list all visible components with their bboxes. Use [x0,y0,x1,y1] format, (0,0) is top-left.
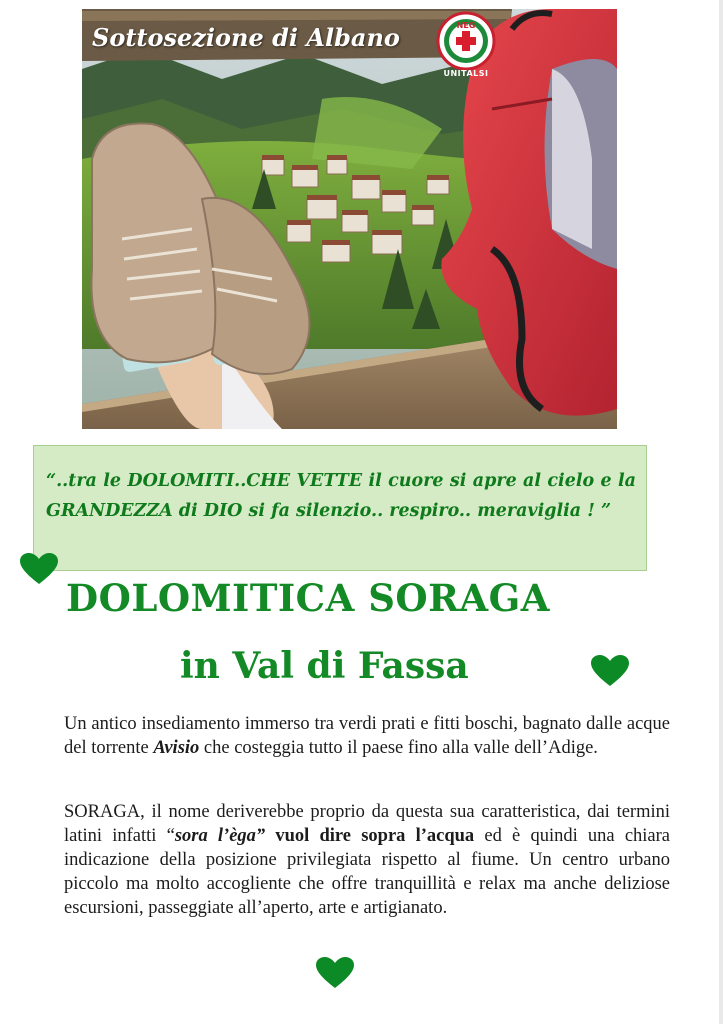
paragraph-name-origin-text: SORAGA, il nome deriverebbe proprio da questa sua caratteristica, dai termini latini infatti “ [64,802,670,846]
sub-heading: in Val di Fassa [180,645,469,687]
meaning-text: vuol dire sopra l’acqua [275,826,475,846]
latin-term: sora l’èga” [174,826,266,846]
logo-initials: NEG [456,21,476,30]
unitalsi-logo-icon [436,11,496,81]
spacer-text [265,826,275,846]
dolomites-photo-illustration [82,9,617,429]
river-name: Avisio [153,738,200,758]
quote-text: “..tra le DOLOMITI..CHE VETTE il cuore si apre al cielo e la GRANDEZZA di DIO si fa silenzio.. respiro.. meraviglia ! ” [46,471,636,521]
paragraph-intro-text-end: che costeggia tutto il paese fino alla valle dell’Adige. [199,738,598,758]
paragraph-intro-text: Un antico insediamento immerso tra verdi prati e fitti boschi, bagnato dalle acque del torrente [64,714,670,758]
main-heading: DOLOMITICA SORAGA [66,576,550,620]
heart-icon [316,957,354,989]
logo-caption: UNITALSI [443,69,489,78]
paragraph-name-origin [64,800,670,920]
heart-icon [20,553,58,585]
heart-icon [591,655,629,687]
photo-title: Sottosezione di Albano [92,23,400,52]
quote-box [33,445,647,571]
paragraph-name-origin-text-end: ed è quindi una chiara indicazione della posizione privilegiata rispetto al fiume. Un centro urbano piccolo ma molto accogliente che offre tranquillità e relax ma anche deliziose escursioni, passeggiate all’aperto, arte e artigianato. [64,826,670,918]
paragraph-intro [64,712,670,760]
cover-photo [82,9,617,429]
